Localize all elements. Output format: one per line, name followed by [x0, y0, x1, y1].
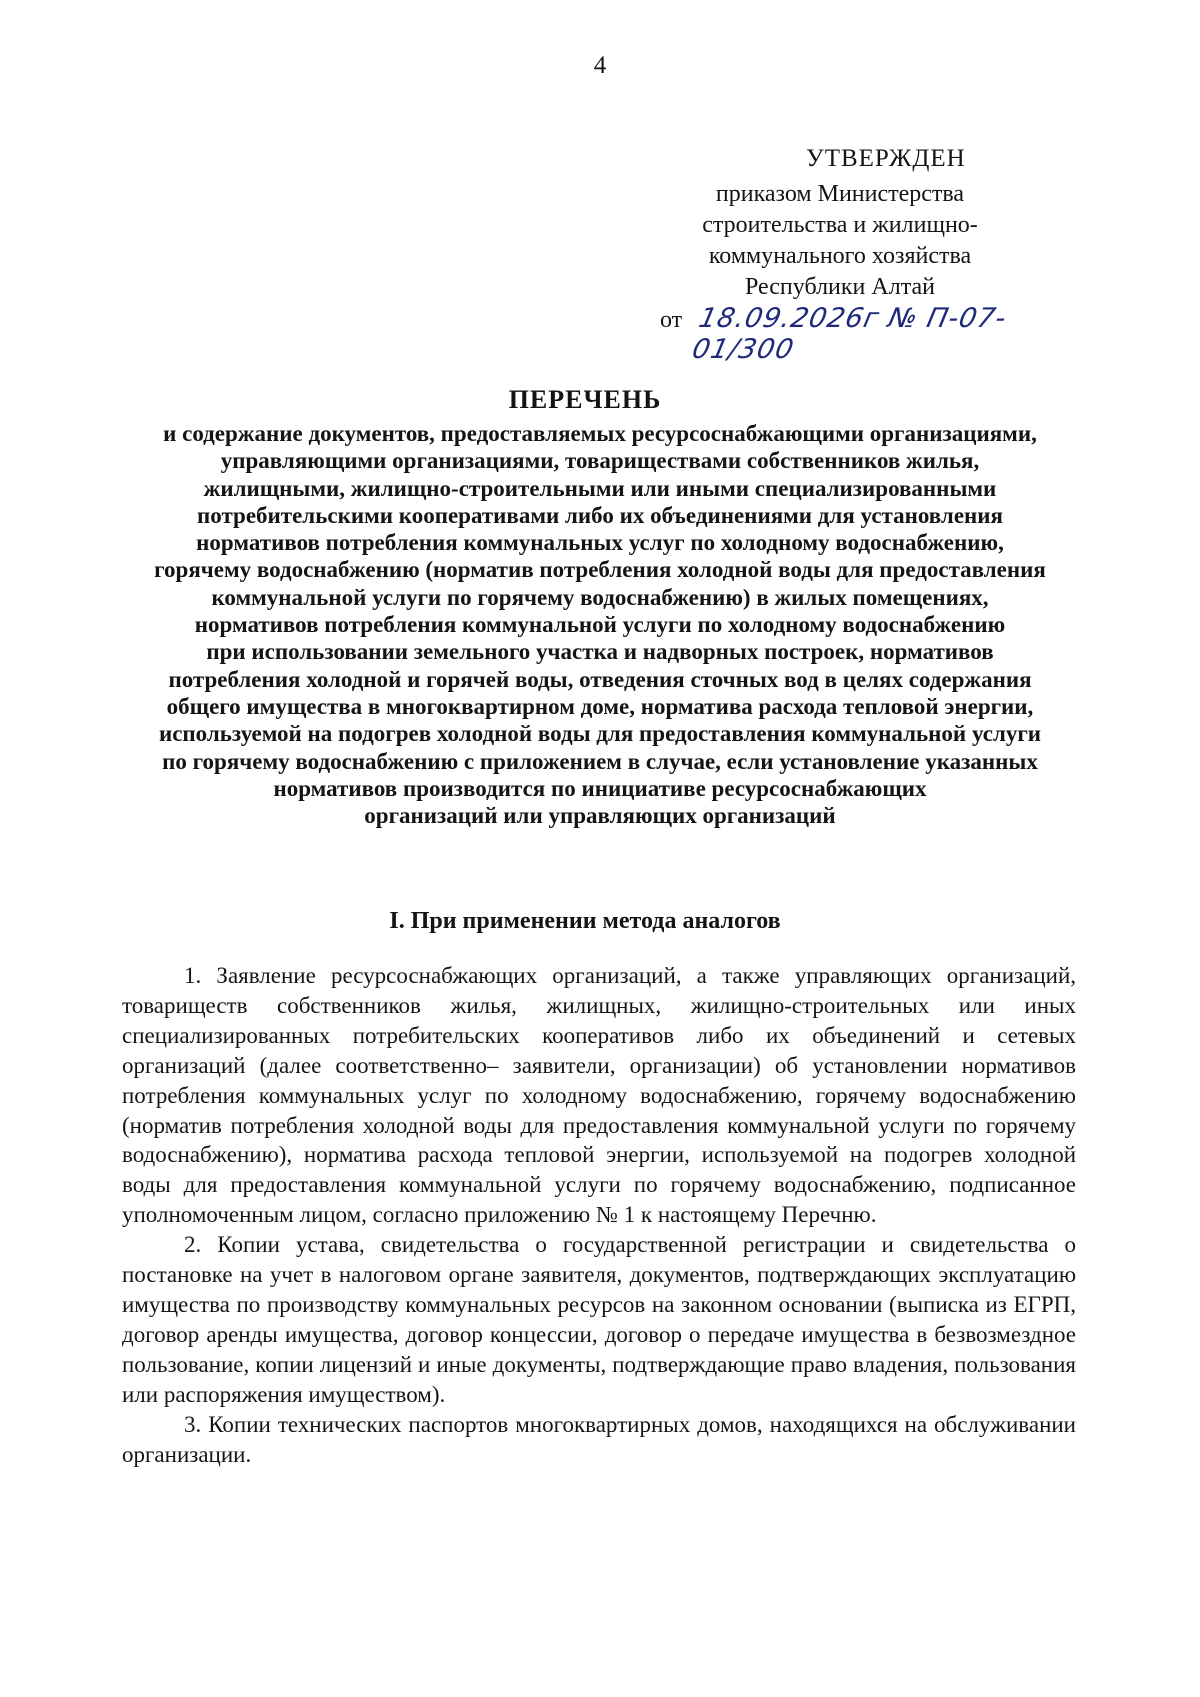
page-number: 4 — [593, 52, 607, 79]
subtitle-line: нормативов потребления коммунальных услуг по холодному водоснабжению, — [196, 530, 1004, 556]
subtitle-line: коммунальной услуги по горячему водоснабжению) в жилых помещениях, — [211, 584, 989, 610]
subtitle-line: организаций или управляющих организаций — [364, 803, 836, 829]
subtitle-line: общего имущества в многоквартирном доме, норматива расхода тепловой энергии, — [166, 693, 1034, 719]
paragraph-2: 2. Копии устава, свидетельства о государственной регистрации и свидетельства о постановке на учет в налоговом органе заявителя, документов, подтверждающих эксплуатацию имущества по производству коммунальных ресурсов на законном основании (выписка из ЕГРП, договор аренды имущества, договор концессии, договор о передаче имущества в безвозмездное пользование, копии лицензий и иные документы, подтверждающие право владения, пользования или распоряжения имуществом). — [122, 1232, 1076, 1407]
approval-block — [660, 143, 1020, 365]
subtitle-line: по горячему водоснабжению с приложением в случае, если установление указанных — [162, 748, 1038, 774]
subtitle-line: используемой на подогрев холодной воды для предоставления коммунальной услуги — [158, 721, 1042, 747]
handwritten-date-number: 18.09.2026г № П-07-01/300 — [689, 303, 1010, 365]
document-title: ПЕРЕЧЕНЬ — [508, 385, 662, 414]
paragraph-3: 3. Копии технических паспортов многоквартирных домов, находящихся на обслуживании организации. — [122, 1411, 1076, 1467]
approval-line: строительства и жилищно- — [702, 212, 978, 238]
subtitle-line: потребительскими кооперативами либо их объединениями для установления — [197, 502, 1003, 528]
approval-line: Республики Алтай — [745, 274, 935, 300]
subtitle-line: потребления холодной и горячей воды, отведения сточных вод в целях содержания — [168, 666, 1032, 692]
subtitle-line: при использовании земельного участка и надворных построек, нормативов — [206, 639, 994, 665]
document-subtitle — [100, 420, 1100, 829]
approval-line: коммунального хозяйства — [708, 243, 972, 269]
subtitle-line: управляющими организациями, товариществами собственников жилья, — [220, 448, 980, 474]
subtitle-line: нормативов потребления коммунальной услуги по холодному водоснабжению — [194, 612, 1006, 638]
subtitle-line: жилищными, жилищно-строительными или иными специализированными — [203, 475, 997, 501]
paragraph-1: 1. Заявление ресурсоснабжающих организаций, а также управляющих организаций, товариществ собственников жилья, жилищных, жилищно-строительных или иных специализированных потребительских кооперативов либо их объединений и сетевых организаций (далее соответственно– заявители, организации) об установлении нормативов потребления коммунальных услуг по холодному водоснабжению, горячему водоснабжению (норматив потребления холодной воды для предоставления коммунальной услуги по горячему водоснабжению), норматива расхода тепловой энергии, используемой на подогрев холодной воды для предоставления коммунальной услуги по горячему водоснабжению, подписанное уполномоченным лицом, согласно приложению № 1 к настоящему Перечню. — [122, 963, 1076, 1228]
subtitle-line: и содержание документов, предоставляемых ресурсоснабжающими организациями, — [163, 421, 1037, 446]
subtitle-line: нормативов производится по инициативе ресурсоснабжающих — [273, 775, 927, 801]
approved-heading: УТВЕРЖДЕН — [806, 145, 966, 172]
approval-line: приказом Министерства — [715, 181, 965, 207]
date-prefix: от — [660, 307, 683, 333]
document-body — [122, 961, 1076, 1469]
section-heading: I. При применении метода аналогов — [389, 908, 781, 934]
subtitle-line: горячему водоснабжению (норматив потребления холодной воды для предоставления — [154, 557, 1046, 583]
approval-date-line — [660, 303, 1020, 365]
